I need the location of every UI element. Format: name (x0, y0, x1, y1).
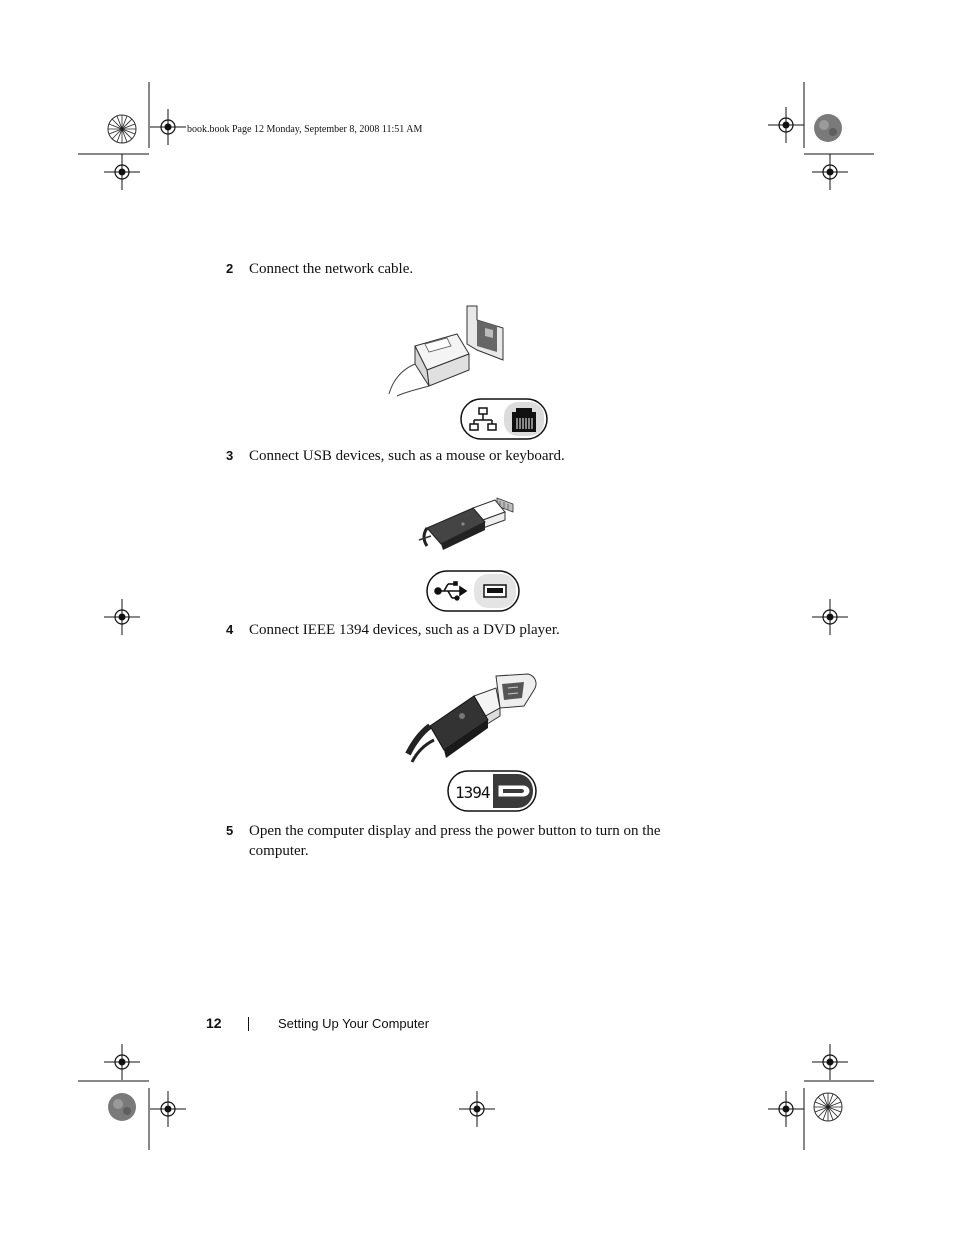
ieee1394-cable-illustration (404, 668, 544, 768)
step-text: Connect the network cable. (249, 261, 414, 277)
step-text: Connect IEEE 1394 devices, such as a DVD player. (249, 622, 560, 638)
print-slug: book.book Page 12 Monday, September 8, 2008 11:51 AM (187, 124, 423, 135)
usb-icon (426, 570, 522, 614)
step-number: 3 (226, 448, 234, 463)
page-number: 12 (206, 1015, 222, 1031)
section-title: Setting Up Your Computer (278, 1016, 430, 1031)
ieee1394-label: 1394 (455, 783, 490, 802)
step-number: 2 (226, 261, 234, 276)
step-text: Connect USB devices, such as a mouse or keyboard. (249, 448, 565, 464)
step-number: 5 (226, 823, 234, 838)
step-number: 4 (226, 622, 234, 637)
usb-cable-illustration (415, 490, 535, 560)
step-text: Open the computer display and press the power button to turn on the computer. (249, 823, 661, 859)
network-icon (460, 398, 550, 442)
footer-divider (248, 1017, 249, 1031)
network-cable-illustration (385, 300, 565, 400)
ieee1394-icon (447, 770, 539, 814)
